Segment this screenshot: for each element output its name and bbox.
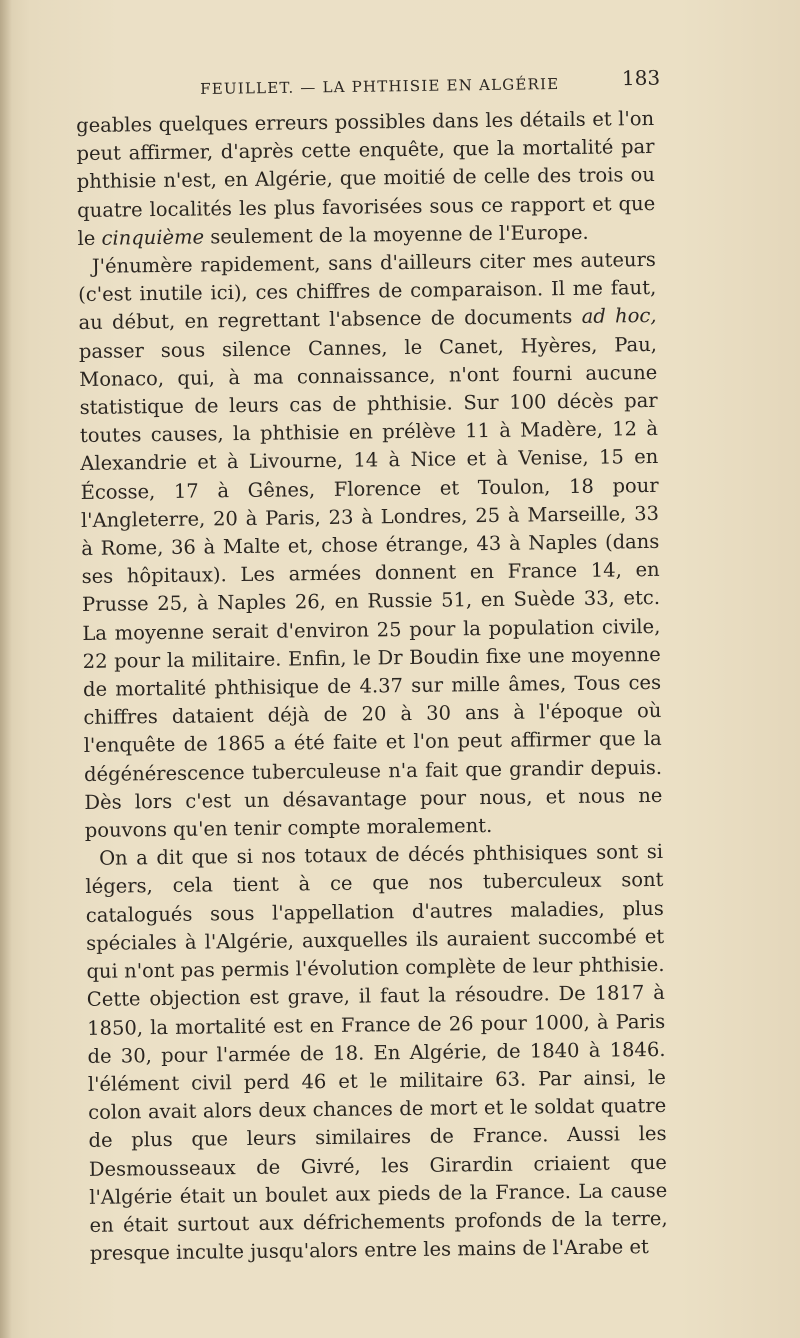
paragraph-2: J'énumère rapidement, sans d'ailleurs citer mes auteurs (c'est inutile ici), ces chiffres de comparaison. Il me faut, au début, en regrettant l'absence de documents ad hoc, passer sous silence Cannes, le Canet, Hyères, Pau, Monaco, qui, à ma connaissance, n'ont fourni aucune statistique de leurs cas de phthisie. Sur 100 décès par toutes causes, la phthisie en prélève 11 à Madère, 12 à Alexandrie et à Livourne, 14 à Nice et à Venise, 15 en Écosse, 17 à Gênes, Florence et Toulon, 18 pour l'Angleterre, 20 à Paris, 23 à Londres, 25 à Marseille, 33 à Rome, 36 à Malte et, chose étrange, 43 à Naples (dans ses hôpitaux). Les armées donnent en France 14, en Prusse 25, à Naples 26, en Russie 51, en Suède 33, etc. La moyenne serait d'environ 25 pour la population civile, 22 pour la militaire. Enfin, le Dr Boudin fixe une moyenne de mortalité phthisique de 4.37 sur mille âmes, Tous ces chiffres dataient déjà de 20 à 30 ans à l'époque où l'enquête de 1865 a été faite et l'on peut affirmer que la dégénérescence tuberculeuse n'a fait que grandir depuis. Dès lors c'est un désavantage pour nous, et nous ne pouvons qu'en tenir compte moralement. [78,247,663,843]
page-number: 183 [621,65,661,91]
body-text [76,105,668,1268]
paragraph-3: On a dit que si nos totaux de décés phthisiques sont si légers, cela tient à ce que nos tuberculeux sont catalogués sous l'appellation d'autres maladies, plus spéciales à l'Algérie, auxquelles ils auraient succombé et qui n'ont pas permis l'évolution complète de leur phthisie. Cette objection est grave, il faut la résoudre. De 1817 à 1850, la mortalité est en France de 26 pour 1000, à Paris de 30, pour l'armée de 18. En Algérie, de 1840 à 1846. l'élément civil perd 46 et le militaire 63. Par ainsi, le colon avait alors deux chances de mort et le soldat quatre de plus que leurs similaires de France. Aussi les Desmousseaux de Givré, les Girardin criaient que l'Algérie était un boulet aux pieds de la France. La cause en était surtout aux défrichements profonds de la terre, presque inculte jusqu'alors entre les mains de l'Arabe et [85,840,668,1266]
emphasis-ad-hoc: ad hoc, [581,304,657,329]
page-header [200,66,660,106]
running-head: FEUILLET. — LA PHTHISIE EN ALGÉRIE [200,74,560,98]
spine-shadow [0,0,12,1338]
emphasis-cinquieme: cinquième [101,225,205,250]
paragraph-1: geables quelques erreurs possibles dans les détails et l'on peut affirmer, d'après cette enquête, que la mortalité par phthisie n'est, en Algérie, que moitié de celle des trois ou quatre localités les plus favorisées sous ce rapport et que le cinquième seulement de la moyenne de l'Europe. [76,106,656,250]
